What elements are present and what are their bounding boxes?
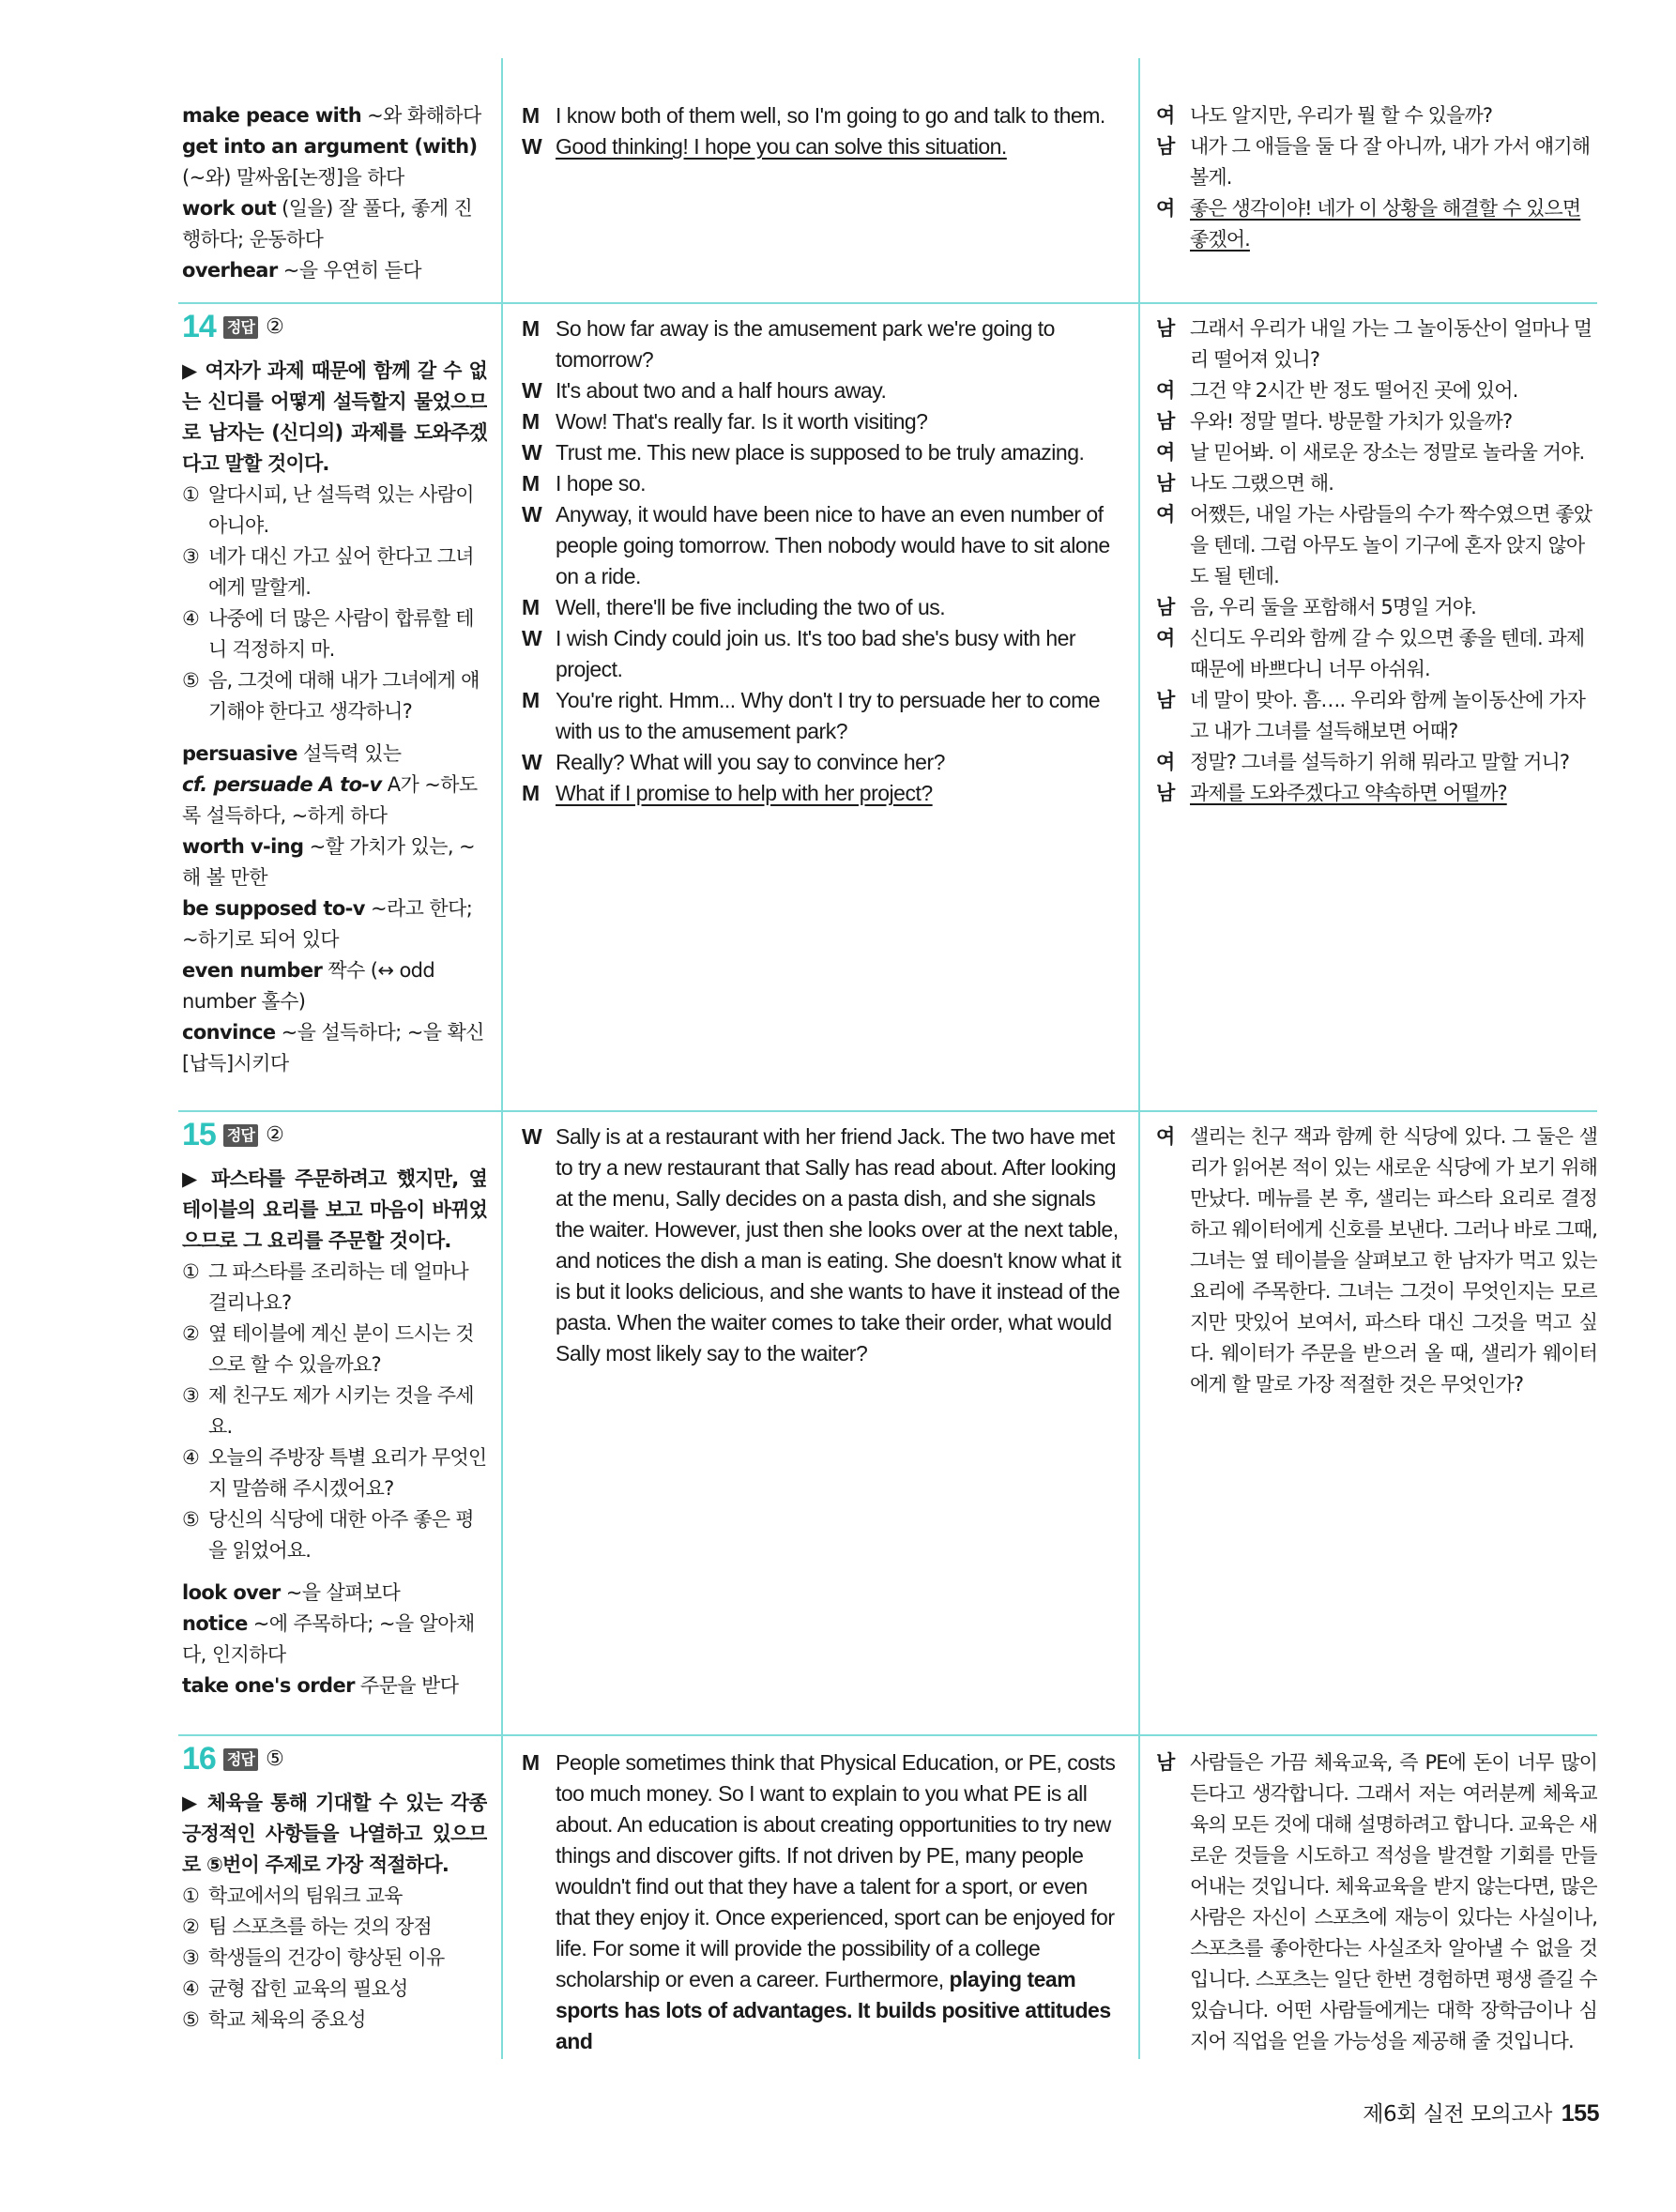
explanation-lead: ▶ 파스타를 주문하려고 했지만, 옆 테이블의 요리를 보고 마음이 바뀌었으므로 그 요리를 주문할 것이다. — [182, 1167, 487, 1252]
translation-passage: 여 샐리는 친구 잭과 함께 한 식당에 있다. 그 둘은 샐리가 읽어본 적이 있는 새로운 식당에 가 보기 위해 만났다. 메뉴를 본 후, 샐리는 파스타 요리로 결정하고 웨이터에게 신호를 보낸다. 그러나 바로 그때, 그녀는 옆 테이블을 살펴보고 한 남자가 먹고 있는 요리에 주목한다. 그녀는 그것이 무엇인지는 모르지만 맛있어 보여서, 파스타 대신 그것을 먹고 싶다. 웨이터가 주문을 받으러 올 때, 샐리가 웨이터에게 할 말로 가장 적절한 것은 무엇인가? — [1156, 1125, 1597, 1396]
q16-translation — [1156, 1747, 1597, 2057]
answer-badge: 정답 — [223, 1124, 258, 1147]
vocab-entry: be supposed to-v ~라고 한다; ~하기로 되어 있다 — [182, 897, 473, 951]
translation-passage: 남 사람들은 가끔 체육교육, 즉 PE에 돈이 너무 많이 든다고 생각합니다. 그래서 저는 여러분께 체육교육의 모든 것에 대해 설명하려고 합니다. 교육은 새로운 것들을 시도하고 적성을 발견할 기회를 만들어내는 것입니다. 체육교육을 받지 않는다면, 많은 사람은 자신이 스포츠에 재능이 있다는 사실이나, 스포츠를 좋아한다는 사실조차 알아낼 수 없을 것입니다. 스포츠는 일단 한번 경험하면 평생 즐길 수 있습니다. 어떤 사람들에게는 대학 장학금이나 심지어 직업을 얻을 가능성을 제공해 줄 것입니다. — [1156, 1751, 1597, 2052]
translation-line: 여 그건 약 2시간 반 정도 떨어진 곳에 있어. — [1156, 379, 1518, 402]
translation-line: 여 나도 알지만, 우리가 뭘 할 수 있을까? — [1156, 104, 1493, 127]
answer-value: ② — [266, 1123, 284, 1147]
vocab-entry: persuasive 설득력 있는 — [182, 742, 402, 765]
page-number: 155 — [1561, 2100, 1599, 2127]
dialog-line: W I wish Cindy could join us. It's too bad she's busy with her project. — [522, 626, 1076, 681]
dialog-line: M Well, there'll be five including the two of us. — [522, 595, 946, 619]
row-divider-15 — [178, 1110, 501, 1112]
translation-line: 남 음, 우리 둘을 포함해서 5명일 거야. — [1156, 596, 1476, 618]
s0-translation — [1156, 100, 1597, 255]
dialog-line: M So how far away is the amusement park we're going to tomorrow? — [522, 316, 1055, 372]
q15-header — [182, 1120, 487, 1151]
vocab-entry: convince ~을 설득하다; ~을 확신[납득]시키다 — [182, 1021, 484, 1075]
column-divider-right — [1138, 58, 1140, 2059]
explanation-lead: ▶ 체육을 통해 기대할 수 있는 각종 긍정적인 사항들을 나열하고 있으므로 ⑤번이 주제로 가장 적절하다. — [182, 1792, 487, 1876]
option: ② 팀 스포츠를 하는 것의 장점 — [182, 1915, 432, 1938]
dialog-line: W It's about two and a half hours away. — [522, 378, 887, 403]
q14-vocab — [182, 739, 487, 1079]
q15-translation — [1156, 1121, 1597, 1400]
row-divider-15-mid — [503, 1110, 1138, 1112]
dialog-line: W Good thinking! I hope you can solve this situation. — [522, 134, 1007, 159]
translation-line: 여 어쨌든, 내일 가는 사람들의 수가 짝수였으면 좋았을 텐데. 그럼 아무도 놀이 기구에 혼자 앉지 않아도 될 텐데. — [1156, 503, 1592, 587]
translation-line: 여 정말? 그녀를 설득하기 위해 뭐라고 말할 거니? — [1156, 751, 1570, 773]
passage: M People sometimes think that Physical Education, or PE, costs too much money. So I want to explain to you what PE is all about. An education is about creating opportunities to try new things and discover gifts. If not driven by PE, many people wouldn't find out that they have a talent for a sport, or even that they enjoy it. Once experienced, sport can be enjoyed for life. For some it will provide the possibility of a college scholarship or even a career. Furthermore, playing team sports has lots of advantages. It builds positive attitudes and — [522, 1750, 1116, 2053]
q14-translation — [1156, 313, 1597, 809]
option: ④ 나중에 더 많은 사람이 합류할 테니 걱정하지 마. — [182, 607, 474, 661]
translation-line: 여 날 믿어봐. 이 새로운 장소는 정말로 놀라울 거야. — [1156, 441, 1585, 464]
s0-dialog — [522, 100, 1122, 162]
row-divider-16-mid — [503, 1734, 1138, 1736]
dialog-line: M Wow! That's really far. Is it worth visiting? — [522, 409, 928, 434]
vocab-entry: work out (일을) 잘 풀다, 좋게 진행하다; 운동하다 — [182, 197, 473, 251]
vocab-entry: overhear ~을 우연히 듣다 — [182, 259, 421, 282]
page-footer — [1363, 2097, 1599, 2128]
translation-line: 남 나도 그랬으면 해. — [1156, 472, 1334, 495]
row-divider-14-right — [1140, 302, 1597, 304]
passage: W Sally is at a restaurant with her friend Jack. The two have met to try a new restaurant that Sally has read about. After looking at the menu, Sally decides on a pasta dish, and she signals the waiter. However, just then she looks over at the next table, and notices the dish a man is eating. She doesn't know what it is but it looks delicious, and she wants to have it instead of the pasta. When the waiter comes to take their order, what would Sally most likely say to the waiter? — [522, 1124, 1121, 1365]
dialog-line: W Anyway, it would have been nice to have an even number of people going tomorrow. Then nobody would have to sit alone on a ride. — [522, 502, 1110, 588]
question-number: 16 — [182, 1744, 216, 1777]
option: ④ 균형 잡힌 교육의 필요성 — [182, 1977, 408, 2000]
vocab-entry: take one's order 주문을 받다 — [182, 1674, 459, 1697]
dialog-line: W Really? What will you say to convince her? — [522, 750, 945, 774]
question-number: 14 — [182, 312, 216, 344]
vocab-entry: get into an argument (with) (~와) 말싸움[논쟁]을 하다 — [182, 135, 478, 189]
q16-explanation — [182, 1744, 487, 2036]
translation-line: 여 신디도 우리와 함께 갈 수 있으면 좋을 텐데. 과제 때문에 바쁘다니 너무 아쉬워. — [1156, 627, 1585, 680]
q14-header — [182, 312, 487, 343]
translation-line: 남 우와! 정말 멀다. 방문할 가치가 있을까? — [1156, 410, 1513, 433]
passage-emphasis: playing team sports has lots of advantages. It builds positive attitudes and — [556, 1967, 1111, 2053]
row-divider-16-right — [1140, 1734, 1597, 1736]
vocab-entry: make peace with ~와 화해하다 — [182, 104, 481, 127]
translation-line: 남 네 말이 맞아. 흠…. 우리와 함께 놀이동산에 가자고 내가 그녀를 설득해보면 어때? — [1156, 689, 1586, 742]
footer-title: 제6회 실전 모의고사 — [1363, 2102, 1552, 2127]
answer-badge: 정답 — [223, 316, 258, 339]
option: ① 그 파스타를 조리하는 데 얼마나 걸리나요? — [182, 1260, 468, 1314]
answer-value: ② — [266, 315, 284, 339]
q14-dialog — [522, 313, 1122, 809]
dialog-line: M I hope so. — [522, 471, 647, 496]
option: ③ 제 친구도 제가 시키는 것을 주세요. — [182, 1384, 474, 1438]
option: ⑤ 당신의 식당에 대한 아주 좋은 평을 읽었어요. — [182, 1508, 474, 1562]
option: ③ 학생들의 건강이 향상된 이유 — [182, 1946, 445, 1969]
vocab-entry: look over ~을 살펴보다 — [182, 1581, 401, 1604]
option: ① 알다시피, 난 설득력 있는 사람이 아니야. — [182, 483, 474, 537]
q14-explanation — [182, 312, 487, 1079]
dialog-line: M You're right. Hmm... Why don't I try to persuade her to come with us to the amusement park? — [522, 688, 1101, 743]
row-divider-15-right — [1140, 1110, 1597, 1112]
vocab-entry: notice ~에 주목하다; ~을 알아채다, 인지하다 — [182, 1612, 475, 1666]
option: ⑤ 학교 체육의 중요성 — [182, 2008, 366, 2031]
translation-line: 남 그래서 우리가 내일 가는 그 놀이동산이 얼마나 멀리 떨어져 있니? — [1156, 317, 1592, 371]
translation-line: 여 좋은 생각이야! 네가 이 상황을 해결할 수 있으면 좋겠어. — [1156, 197, 1581, 251]
answer-value: ⑤ — [266, 1747, 284, 1771]
explanation-lead: ▶ 여자가 과제 때문에 함께 갈 수 없는 신디를 어떻게 설득할지 물었으므로 남자는 (신디의) 과제를 도와주겠다고 말할 것이다. — [182, 359, 487, 475]
option: ④ 오늘의 주방장 특별 요리가 무엇인지 말씀해 주시겠어요? — [182, 1446, 487, 1500]
row-divider-14-mid — [503, 302, 1138, 304]
dialog-line: M What if I promise to help with her project? — [522, 781, 933, 805]
question-number: 15 — [182, 1120, 216, 1152]
vocab-entry: cf. persuade A to-v A가 ~하도록 설득하다, ~하게 하다 — [182, 773, 478, 827]
s0-vocab — [182, 100, 487, 286]
row-divider-16 — [178, 1734, 501, 1736]
q15-passage — [522, 1121, 1122, 1369]
translation-line: 남 과제를 도와주겠다고 약속하면 어떨까? — [1156, 782, 1507, 804]
q15-vocab — [182, 1578, 487, 1701]
vocab-entry: worth v-ing ~할 가치가 있는, ~해 볼 만한 — [182, 835, 475, 889]
option: ② 옆 테이블에 계신 분이 드시는 것으로 할 수 있을까요? — [182, 1322, 474, 1376]
column-divider-left — [501, 58, 503, 2059]
q16-header — [182, 1744, 487, 1775]
translation-line: 남 내가 그 애들을 둘 다 잘 아니까, 내가 가서 얘기해 볼게. — [1156, 135, 1591, 189]
option: ⑤ 음, 그것에 대해 내가 그녀에게 얘기해야 한다고 생각하니? — [182, 669, 480, 723]
row-divider-14 — [178, 302, 501, 304]
vocab-entry: even number 짝수 (↔ odd number 홀수) — [182, 959, 435, 1013]
dialog-line: W Trust me. This new place is supposed to be truly amazing. — [522, 440, 1085, 465]
q16-passage — [522, 1747, 1122, 2057]
answer-badge: 정답 — [223, 1748, 258, 1771]
dialog-line: M I know both of them well, so I'm going to go and talk to them. — [522, 103, 1105, 128]
option: ③ 네가 대신 가고 싶어 한다고 그녀에게 말할게. — [182, 545, 474, 599]
option: ① 학교에서의 팀워크 교육 — [182, 1884, 403, 1907]
q15-explanation — [182, 1120, 487, 1701]
